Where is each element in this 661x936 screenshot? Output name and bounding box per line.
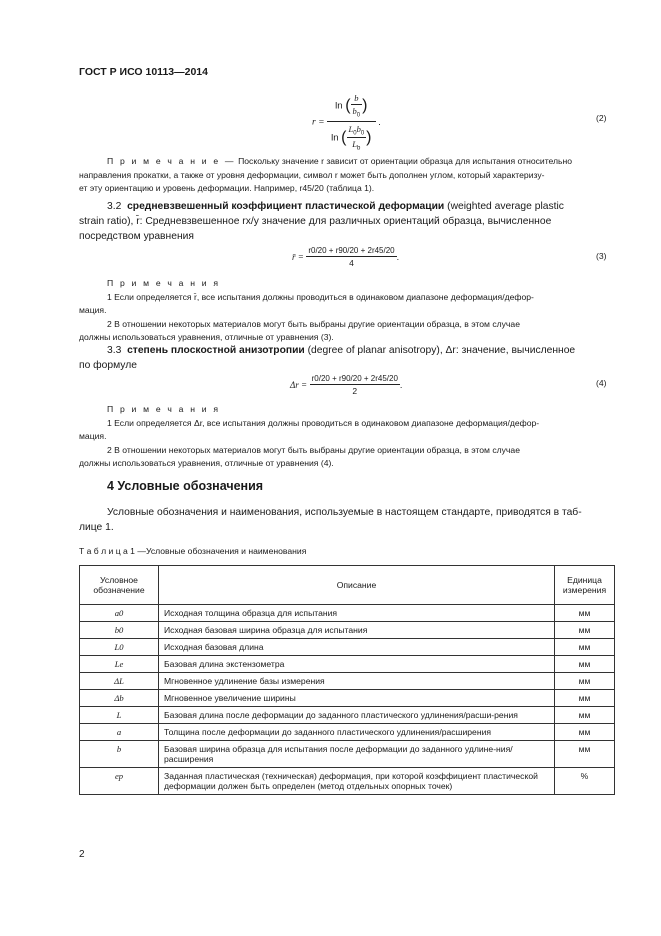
equation-3: r̄ = $\frac{r0/20 + r90/20 + 2r45/20}{4}$ . bbox=[292, 246, 400, 268]
table-cell-symbol: b bbox=[80, 741, 159, 768]
table-cell-description: Толщина после деформации до заданного пластического удлинения/расширения bbox=[159, 724, 555, 741]
section-3-2: 3.2 средневзвешенный коэффициент пластической деформации (weighted average plastic strain ratio), r̄: Средневзвешенное rx/y значение для различных ориентаций образца, вычисленное посредством уравнения bbox=[79, 201, 564, 242]
table-cell-unit: мм bbox=[555, 605, 615, 622]
table-cell-symbol: b0 bbox=[80, 622, 159, 639]
col-header-symbol: Условное обозначение bbox=[80, 566, 159, 605]
section-4-heading: 4 Условные обозначения bbox=[107, 479, 264, 493]
section-4-paragraph: Условные обозначения и наименования, используемые в настоящем стандарте, приводятся в таб- лице 1. bbox=[79, 507, 582, 533]
table-cell-description: Базовая длина после деформации до заданного пластического удлинения/расши-рения bbox=[159, 707, 555, 724]
table-row bbox=[80, 741, 615, 768]
table-row bbox=[80, 622, 615, 639]
table-row bbox=[80, 656, 615, 673]
page-number: 2 bbox=[79, 849, 85, 860]
table-cell-unit: мм bbox=[555, 639, 615, 656]
table-cell-description: Исходная базовая длина bbox=[159, 639, 555, 656]
table-cell-description: Мгновенное удлинение базы измерения bbox=[159, 673, 555, 690]
table-cell-symbol: Le bbox=[80, 656, 159, 673]
table-cell-unit: мм bbox=[555, 690, 615, 707]
table-cell-unit: мм bbox=[555, 724, 615, 741]
table-cell-symbol: a0 bbox=[80, 605, 159, 622]
table-header-row bbox=[80, 566, 615, 605]
table-cell-unit: мм bbox=[555, 622, 615, 639]
col-header-unit: Единица измерения bbox=[555, 566, 615, 605]
equation-3-number: (3) bbox=[596, 251, 607, 261]
table-cell-description: Базовая длина экстензометра bbox=[159, 656, 555, 673]
equation-2: r = ln ( $\frac{b}{b_0}$ ) ln ( $\frac{L_0b_0}{L_b}$ ) . bbox=[312, 93, 381, 153]
table-cell-symbol: L bbox=[80, 707, 159, 724]
table-cell-unit: % bbox=[555, 768, 615, 795]
table-row bbox=[80, 707, 615, 724]
table-cell-unit: мм bbox=[555, 707, 615, 724]
table-cell-symbol: a bbox=[80, 724, 159, 741]
table-cell-symbol: ΔL bbox=[80, 673, 159, 690]
col-header-description: Описание bbox=[159, 566, 555, 605]
equation-4: Δr = $\frac{r0/20 + r90/20 + 2r45/20}{2}$ . bbox=[290, 374, 403, 396]
notes-3-2: П р и м е ч а н и я 1 Если определяется r̄, все испытания должны проводиться в одинаковом диапазоне деформация/дефор- мация. 2 В отношении некоторых материалов могут быть выбраны другие ориентации образца, в этом случае должны использоваться уравнения, отличные от уравнения (3). bbox=[79, 278, 534, 342]
table-cell-description: Заданная пластическая (техническая) деформация, при которой коэффициент пластической деформации должен быть определен (метод отдельных опорных точек) bbox=[159, 768, 555, 795]
section-3-3: 3.3 степень плоскостной анизотропии (degree of planar anisotropy), Δr: значение, вычисленное по формуле bbox=[79, 345, 576, 371]
note-1: П р и м е ч а н и е — Поскольку значение r зависит от ориентации образца для испытания относительно направления прокатки, а также от уровня деформации, символ r может быть дополнен углом, который характеризу- ет эту ориентацию и уровень деформации. Например, r45/20 (таблица 1). bbox=[79, 156, 573, 193]
equation-4-number: (4) bbox=[596, 378, 607, 388]
notes-3-3: П р и м е ч а н и я 1 Если определяется Δr, все испытания должны проводиться в одинаковом диапазоне деформация/дефор- мация. 2 В отношении некоторых материалов могут быть выбраны другие ориентации образца, в этом случае должны использоваться уравнения, отличные от уравнения (4). bbox=[79, 404, 540, 468]
table-cell-description: Мгновенное увеличение ширины bbox=[159, 690, 555, 707]
table-cell-description: Базовая ширина образца для испытания после деформации до заданного удлине-ния/расширения bbox=[159, 741, 555, 768]
table-cell-symbol: ep bbox=[80, 768, 159, 795]
table-cell-unit: мм bbox=[555, 656, 615, 673]
table-row bbox=[80, 639, 615, 656]
table-cell-symbol: L0 bbox=[80, 639, 159, 656]
table-cell-description: Исходная базовая ширина образца для испытания bbox=[159, 622, 555, 639]
document-header: ГОСТ Р ИСО 10113—2014 bbox=[79, 66, 208, 78]
symbols-table bbox=[79, 565, 615, 795]
equation-2-number: (2) bbox=[596, 113, 607, 123]
table-cell-unit: мм bbox=[555, 741, 615, 768]
table-cell-unit: мм bbox=[555, 673, 615, 690]
table-caption: Т а б л и ц а 1 —Условные обозначения и наименования bbox=[79, 546, 307, 556]
table-row bbox=[80, 605, 615, 622]
table-row bbox=[80, 724, 615, 741]
table-cell-description: Исходная толщина образца для испытания bbox=[159, 605, 555, 622]
table-row bbox=[80, 690, 615, 707]
table-row bbox=[80, 768, 615, 795]
table-cell-symbol: Δb bbox=[80, 690, 159, 707]
table-row bbox=[80, 673, 615, 690]
